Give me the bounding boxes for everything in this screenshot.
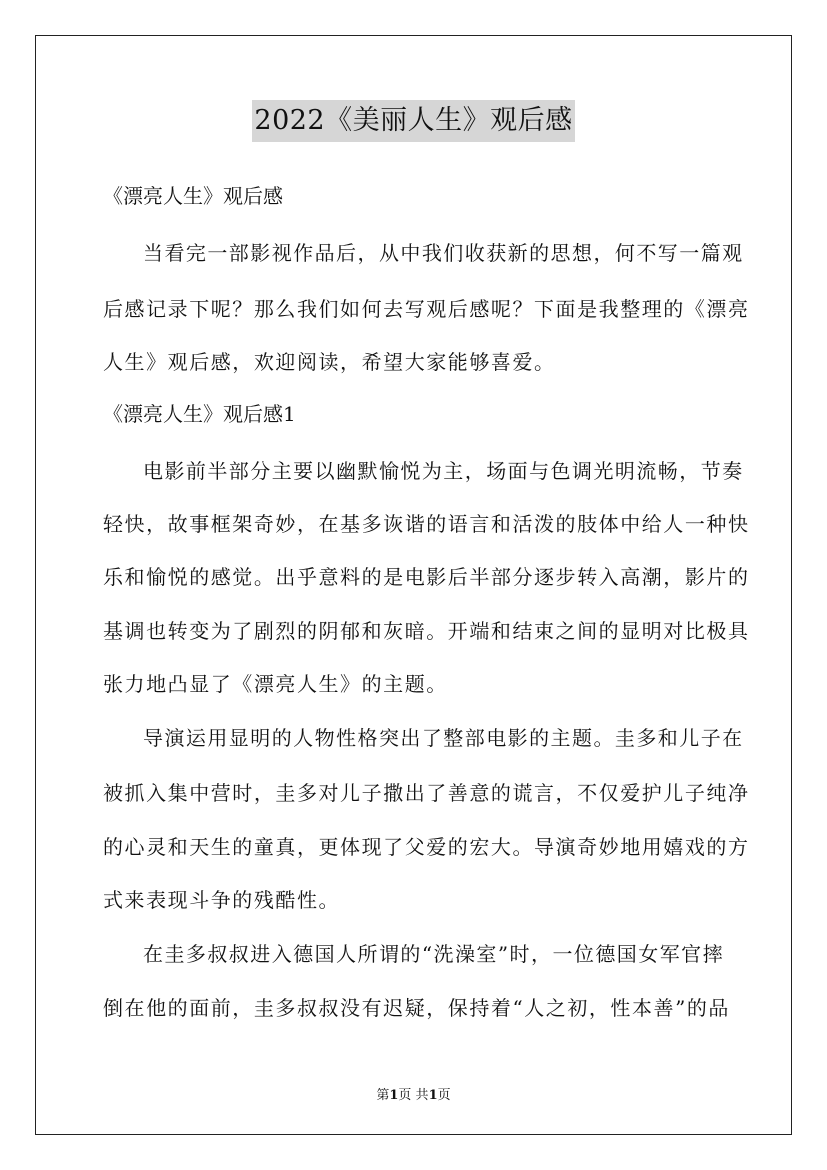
page-footer — [0, 1084, 827, 1103]
footer-page-number: 1 — [389, 1088, 399, 1103]
title-container — [0, 100, 827, 142]
subtitle: 《漂亮人生》观后感 — [103, 184, 283, 208]
paragraph-line: 导演运用显明的人物性格突出了整部电影的主题。圭多和儿子在 — [143, 726, 744, 750]
paragraph-line: 轻快，故事框架奇妙，在基多诙谐的语言和活泼的肢体中给人一种快 — [103, 512, 750, 536]
paragraph-line: 被抓入集中营时，圭多对儿子撒出了善意的谎言，不仅爱护儿子纯净 — [103, 781, 750, 805]
paragraph-line: 在圭多叔叔进入德国人所谓的“洗澡室”时，一位德国女军官摔 — [143, 942, 725, 966]
paragraph-line: 倒在他的面前，圭多叔叔没有迟疑，保持着“人之初，性本善”的品 — [103, 996, 730, 1020]
document-title: 2022《美丽人生》观后感 — [252, 100, 574, 142]
intro-line: 后感记录下呢？那么我们如何去写观后感呢？下面是我整理的《漂亮 — [103, 297, 750, 321]
footer-page-prefix: 第 — [376, 1088, 390, 1103]
section-heading: 《漂亮人生》观后感1 — [103, 402, 296, 426]
paragraph-line: 基调也转变为了剧烈的阴郁和灰暗。开端和结束之间的显明对比极具 — [103, 619, 750, 643]
paragraph-line: 式来表现斗争的残酷性。 — [103, 888, 341, 912]
footer-page-suffix: 页 — [437, 1088, 451, 1103]
footer-page-mid: 页 共 — [398, 1088, 429, 1103]
paragraph-line: 电影前半部分主要以幽默愉悦为主，场面与色调光明流畅，节奏 — [143, 459, 744, 483]
paragraph-line: 的心灵和天生的童真，更体现了父爱的宏大。导演奇妙地用嬉戏的方 — [103, 835, 750, 859]
intro-line: 当看完一部影视作品后，从中我们收获新的思想，何不写一篇观 — [143, 241, 744, 265]
intro-line: 人生》观后感，欢迎阅读，希望大家能够喜爱。 — [103, 350, 556, 374]
paragraph-line: 乐和愉悦的感觉。出乎意料的是电影后半部分逐步转入高潮，影片的 — [103, 565, 750, 589]
footer-page-total: 1 — [428, 1088, 438, 1103]
paragraph-line: 张力地凸显了《漂亮人生》的主题。 — [103, 672, 448, 696]
